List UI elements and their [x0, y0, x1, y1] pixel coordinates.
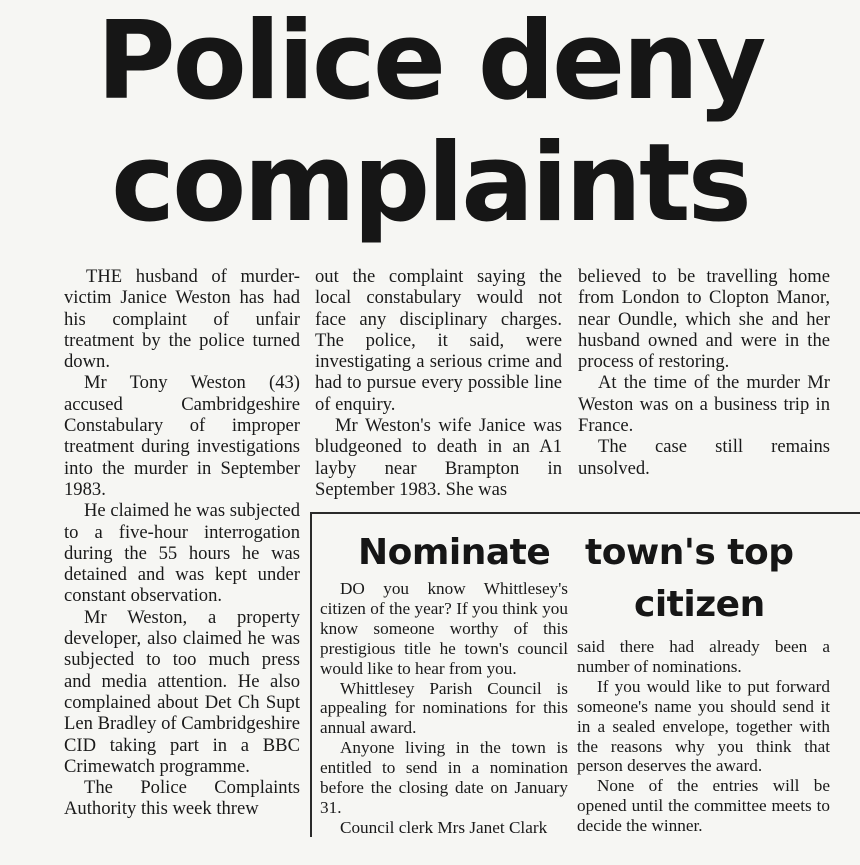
sidebar-border-left — [310, 512, 312, 837]
sidebar-paragraph: None of the entries will be opened until the committee meets to decide the winner. — [577, 776, 830, 836]
article-column-1 — [64, 266, 300, 820]
sidebar-border-top — [310, 512, 860, 514]
sidebar-paragraph: Council clerk Mrs Janet Clark — [340, 817, 548, 837]
article-paragraph: At the time of the murder Mr Weston was on a business trip in France. — [578, 372, 830, 437]
sidebar-column-1 — [320, 579, 568, 838]
sidebar-paragraph: said there had already been a number of nominations. — [577, 637, 830, 676]
article-paragraph: out the complaint saying the local constabulary would not face any disciplinary charges. The police, it said, were investigating a serious crime and had to pursue every possible line of enquiry. — [315, 266, 562, 415]
article-paragraph: The Police Complaints Authority this week threw — [64, 777, 300, 820]
article-column-2 — [315, 266, 562, 500]
article-column-3 — [578, 266, 830, 479]
sidebar-title-part-2: town's top — [585, 532, 794, 573]
sidebar-paragraph: If you would like to put forward someone's name you should send it in a sealed envelope, together with the reasons why you think that person deserves the award. — [577, 676, 830, 776]
sidebar-column-2 — [577, 637, 830, 836]
sidebar-paragraph: Whittlesey Parish Council is appealing for nominations for this annual award. — [320, 678, 568, 738]
article-paragraph: Mr Tony Weston (43) accused Cambridgeshire Constabulary of improper treatment during investigations into the murder in September 1983. — [64, 372, 300, 500]
headline-line-1: Police deny — [96, 0, 764, 124]
article-paragraph: He claimed he was subjected to a five-hour interrogation during the 55 hours he was detained and was kept under constant observation. — [64, 500, 300, 607]
article-paragraph: Mr Weston, a property developer, also claimed he was subjected to too much press and media attention. He also complained about Det Ch Supt Len Bradley of Cambridgeshire CID taking part in a BBC Crimewatch programme. — [64, 606, 300, 777]
article-paragraph: The case still remains unsolved. — [578, 436, 830, 479]
sidebar-paragraph: DO you know Whittlesey's citizen of the year? If you think you know someone worthy of this prestigious title he town's council would like to hear from you. — [320, 579, 568, 678]
sidebar-title-part-1: Nominate — [358, 532, 551, 573]
headline-line-2: complaints — [111, 121, 749, 246]
article-paragraph: THE husband of murder-victim Janice Weston has had his complaint of unfair treatment by the police turned down. — [64, 266, 300, 373]
sidebar-title-part-3: citizen — [634, 584, 765, 625]
article-paragraph: Mr Weston's wife Janice was bludgeoned to death in an A1 layby near Brampton in September 1983. She was — [315, 415, 562, 500]
article-paragraph: believed to be travelling home from London to Clopton Manor, near Oundle, which she and her husband owned and were in the process of restoring. — [578, 266, 830, 373]
sidebar-paragraph: Anyone living in the town is entitled to send in a nomination before the closing date on January 31. — [320, 738, 568, 817]
